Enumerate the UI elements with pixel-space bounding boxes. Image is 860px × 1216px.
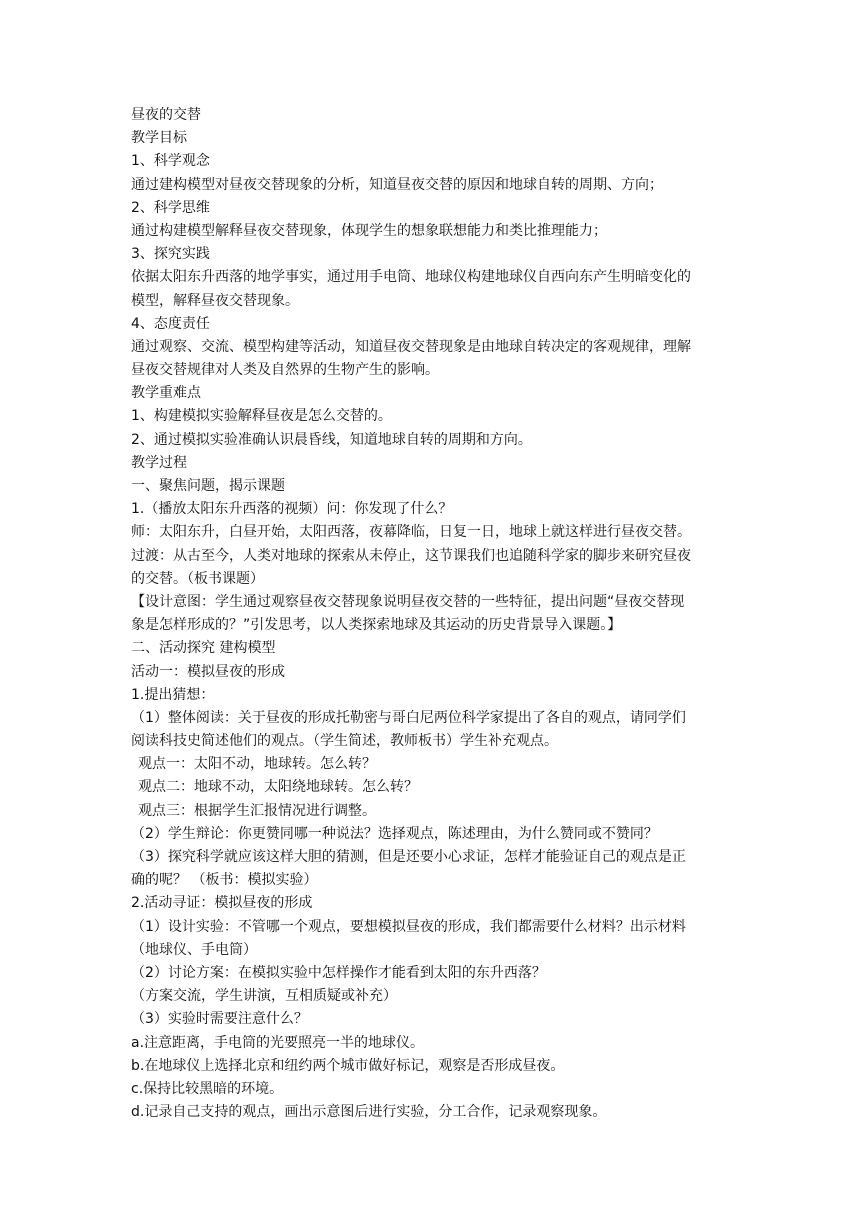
guess-heading: 1.提出猜想： [131, 686, 215, 703]
goal4-text-line2: 昼夜交替规律对人类及自然界的生物产生的影响。 [131, 362, 439, 379]
goal2-text: 通过构建模型解释昼夜交替现象，体现学生的想象联想能力和类比推理能力； [131, 222, 607, 239]
goal2-heading: 2、科学思维 [131, 199, 210, 216]
key-points-heading: 教学重难点 [131, 385, 201, 402]
note-c: c.保持比较黑暗的环境。 [131, 1080, 284, 1097]
part1-teacher: 师：太阳东升，白昼开始，太阳西落，夜幕降临，日复一日，地球上就这样进行昼夜交替。 [131, 524, 691, 541]
part1-transition-line1: 过渡：从古至今，人类对地球的探索从未停止，这节课我们也追随科学家的脚步来研究昼夜 [131, 547, 691, 564]
part1-transition-line2: 的交替。（板书课题） [131, 570, 264, 587]
part2-heading: 二、活动探究 建构模型 [131, 640, 276, 657]
guess2: （2）学生辩论：你更赞同哪一种说法？选择观点，陈述理由，为什么赞同或不赞同？ [131, 825, 658, 842]
process-heading: 教学过程 [131, 454, 187, 471]
key-point-2: 2、通过模拟实验准确认识晨昏线，知道地球自转的周期和方向。 [131, 431, 532, 448]
goals-heading: 教学目标 [131, 130, 187, 147]
goal3-text-line1: 依据太阳东升西落的地学事实，通过用手电筒、地球仪构建地球仪自西向东产生明暗变化的 [131, 269, 691, 286]
guess1-line1: （1）整体阅读：关于昼夜的形成托勒密与哥白尼两位科学家提出了各自的观点，请同学们 [131, 709, 686, 726]
part1-question: 1.（播放太阳东升西落的视频）问：你发现了什么？ [131, 501, 453, 518]
note-a: a.注意距离，手电筒的光要照亮一半的地球仪。 [131, 1034, 425, 1051]
goal1-text: 通过建构模型对昼夜交替现象的分析，知道昼夜交替的原因和地球自转的周期、方向； [131, 176, 663, 193]
goal4-heading: 4、态度责任 [131, 315, 210, 332]
part1-heading: 一、聚焦问题，揭示课题 [131, 478, 285, 494]
activity1-heading: 活动一：模拟昼夜的形成 [131, 663, 285, 680]
guess3-line2: 确的呢？ （板书：模拟实验） [131, 872, 318, 889]
verify1-line1: （1）设计实验：不管哪一个观点，要想模拟昼夜的形成，我们都需要什么材料？出示材料 [131, 918, 686, 935]
view-3: 观点三：根据学生汇报情况进行调整。 [138, 802, 376, 819]
document-body [131, 104, 731, 1124]
note-b: b.在地球仪上选择北京和纽约两个城市做好标记，观察是否形成昼夜。 [131, 1057, 565, 1074]
verify3: （3）实验时需要注意什么？ [131, 1011, 308, 1028]
guess1-line2: 阅读科技史简述他们的观点。（学生简述，教师板书）学生补充观点。 [131, 733, 558, 750]
goal3-heading: 3、探究实践 [131, 246, 210, 263]
verify1-line2: （地球仪、手电筒） [131, 941, 257, 958]
verify2: （2）讨论方案：在模拟实验中怎样操作才能看到太阳的东升西落？ [131, 964, 546, 981]
goal4-text-line1: 通过观察、交流、模型构建等活动，知道昼夜交替现象是由地球自转决定的客观规律，理解 [131, 338, 691, 355]
goal1-heading: 1、科学观念 [131, 153, 210, 170]
goal3-text-line2: 模型，解释昼夜交替现象。 [131, 292, 299, 309]
view-2: 观点二：地球不动，太阳绕地球转。怎么转？ [138, 779, 418, 796]
document-title: 昼夜的交替 [131, 107, 201, 123]
verify-heading: 2.活动寻证：模拟昼夜的形成 [131, 895, 313, 912]
part1-design-line2: 象是怎样形成的？”引发思考，以人类探索地球及其运动的历史背景导入课题。】 [131, 617, 622, 634]
key-point-1: 1、构建模拟实验解释昼夜是怎么交替的。 [131, 408, 392, 425]
guess3-line1: （3）探究科学就应该这样大胆的猜测，但是还要小心求证，怎样才能验证自己的观点是正 [131, 849, 686, 865]
note-d: d.记录自己支持的观点，画出示意图后进行实验，分工合作，记录观察现象。 [131, 1104, 607, 1121]
part1-design-line1: 【设计意图：学生通过观察昼夜交替现象说明昼夜交替的一些特征，提出问题“昼夜交替现 [131, 593, 685, 610]
view-1: 观点一：太阳不动，地球转。怎么转？ [138, 756, 376, 773]
verify2-note: （方案交流，学生讲演，互相质疑或补充） [131, 988, 397, 1005]
